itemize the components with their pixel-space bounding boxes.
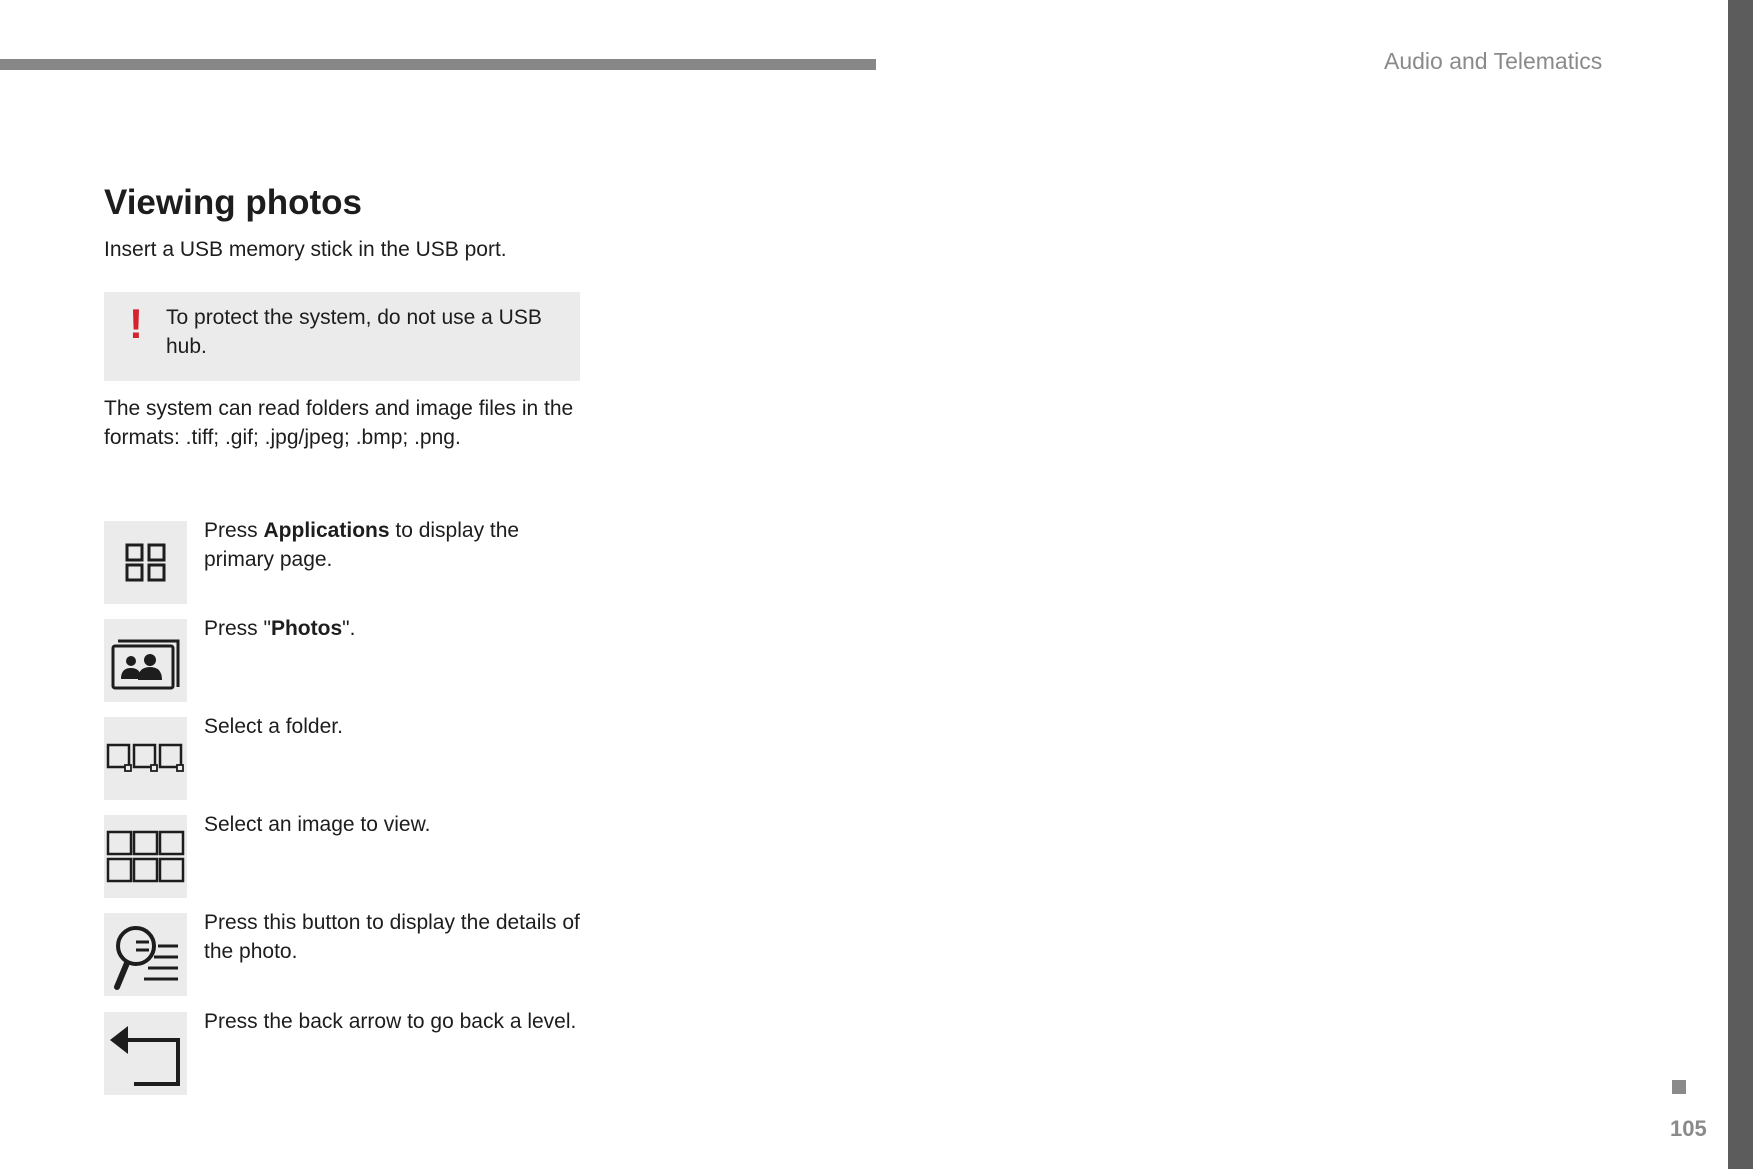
back-arrow-icon[interactable] — [104, 1012, 187, 1095]
page-number: 105 — [1670, 1116, 1707, 1141]
step-photos — [104, 619, 580, 703]
page-marker — [1672, 1080, 1686, 1094]
formats-text: The system can read folders and image files in the formats: .tiff; .gif; .jpg/jpeg; .bmp; .png. — [104, 397, 574, 449]
header-rule — [0, 59, 876, 70]
step-text: Press the back arrow to go back a level. — [204, 1010, 577, 1033]
page-title: Viewing photos — [104, 183, 362, 222]
section-title: Audio and Telematics — [1384, 48, 1603, 74]
step-applications — [104, 521, 580, 605]
details-magnifier-icon[interactable] — [104, 913, 187, 996]
image-grid-icon[interactable] — [104, 815, 187, 898]
step-text: Press this button to display the details of the photo. — [204, 911, 580, 963]
exclamation-icon: ! — [129, 300, 143, 347]
step-text: Select an image to view. — [204, 813, 431, 836]
step-text: Press Applications to display the primary page. — [204, 519, 520, 571]
step-image — [104, 815, 580, 899]
step-details — [104, 913, 580, 997]
intro-text: Insert a USB memory stick in the USB port. — [104, 238, 507, 261]
applications-grid-icon[interactable] — [104, 521, 187, 604]
step-back — [104, 1012, 580, 1096]
step-text: Select a folder. — [204, 715, 343, 738]
warning-box — [104, 292, 580, 381]
page-edge-band — [1728, 0, 1753, 1169]
folders-icon[interactable] — [104, 717, 187, 800]
photos-icon[interactable] — [104, 619, 187, 702]
step-text: Press "Photos". — [204, 617, 356, 640]
warning-text: To protect the system, do not use a USB hub. — [166, 306, 542, 358]
step-folder — [104, 717, 580, 801]
